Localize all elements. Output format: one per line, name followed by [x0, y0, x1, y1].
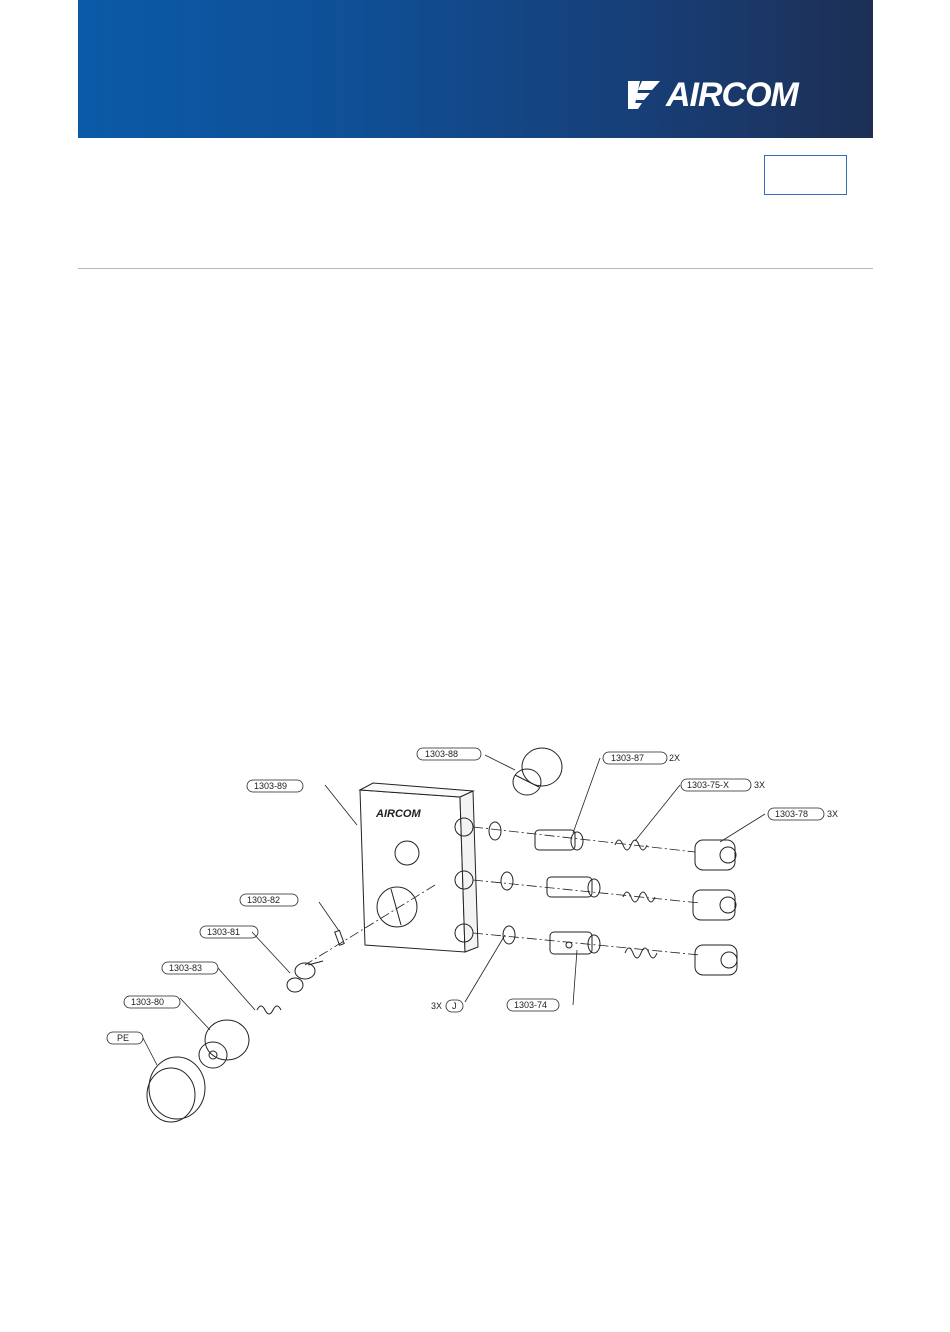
- label-1303-83: 1303-83: [169, 963, 203, 973]
- label-pe: PE: [117, 1033, 130, 1043]
- aircom-logo: [628, 78, 798, 112]
- plug-set: [693, 840, 737, 975]
- label-1303-87: 1303-87: [611, 753, 645, 763]
- label-1303-78-qty: 3X: [827, 809, 839, 819]
- label-1303-75-x-qty: 3X: [754, 780, 766, 790]
- label-j: J: [452, 1001, 457, 1011]
- cartridge-row-3: [550, 932, 600, 954]
- label-1303-80: 1303-80: [131, 997, 165, 1007]
- cartridge-row-1: [535, 830, 583, 850]
- block-logo-text: AIRCOM: [376, 808, 421, 820]
- exploded-assembly-drawing: [95, 735, 855, 1135]
- label-1303-81: 1303-81: [207, 927, 241, 937]
- document-code-box: [764, 155, 847, 195]
- label-1303-89: 1303-89: [254, 781, 288, 791]
- part-1303-83-spring: [257, 1006, 281, 1014]
- spring-set: [615, 840, 657, 958]
- aircom-logo-text: AIRCOM: [666, 76, 798, 114]
- header-divider: [78, 268, 873, 269]
- part-1303-88-drawing: [513, 748, 562, 795]
- label-1303-74: 1303-74: [514, 1000, 548, 1010]
- aircom-logo-mark-icon: [628, 79, 662, 111]
- label-j-qty: 3X: [431, 1001, 443, 1011]
- label-1303-78: 1303-78: [775, 809, 809, 819]
- part-1303-81-drawing: [287, 961, 323, 992]
- part-pe-cap-drawing: [147, 1057, 205, 1122]
- label-1303-75-x: 1303-75-X: [687, 780, 730, 790]
- label-1303-87-qty: 2X: [669, 753, 681, 763]
- label-1303-88: 1303-88: [425, 749, 459, 759]
- label-1303-82: 1303-82: [247, 895, 281, 905]
- part-1303-80-drawing: [199, 1020, 249, 1068]
- cartridge-row-2: [547, 877, 600, 897]
- header-banner: [78, 0, 873, 138]
